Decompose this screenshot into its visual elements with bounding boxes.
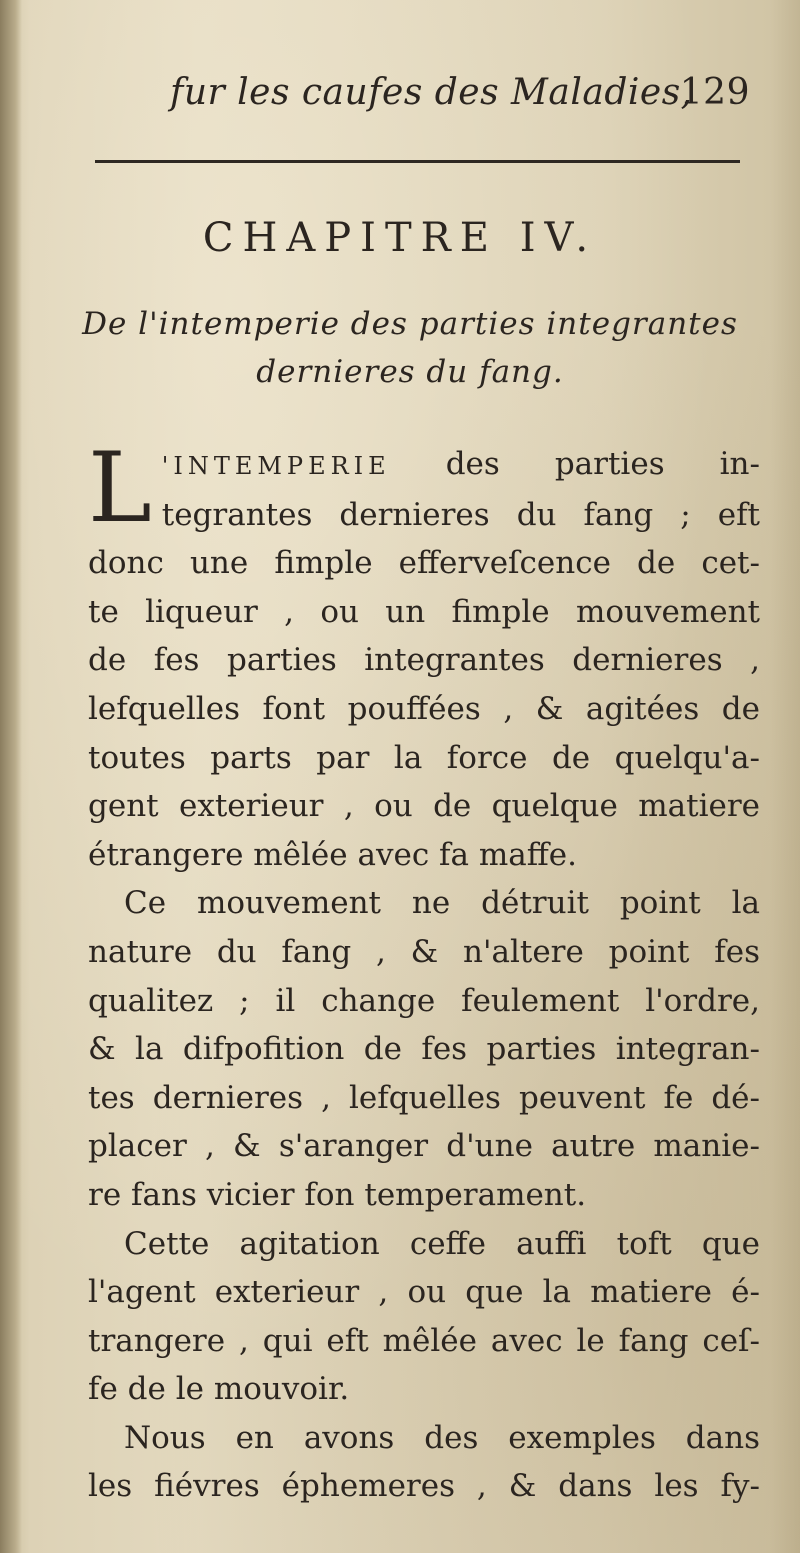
chapter-subtitle [60,300,760,396]
text-line: étrangere mêlée avec fa maffe. [88,836,577,873]
subtitle-line: De l'intemperie des parties integrantes [82,306,738,342]
text-line-rest: des parties in- [445,446,760,482]
text-line: fe de le mouvoir. [88,1371,350,1408]
text-line: tegrantes dernieres du fang ; eft [161,496,760,533]
first-word-smallcaps: 'INTEMPERIE [161,452,391,480]
page-number: 129 [679,72,750,113]
text-line: placer , & s'aranger d'une autre manie- [88,1128,760,1165]
text-line: de fes parties integrantes dernieres , [88,642,760,679]
text-line: Cette agitation ceffe auffi toft que [124,1225,760,1262]
running-title: fur les caufes des Maladies, [170,72,693,113]
text-line: l'agent exterieur , ou que la matiere é- [88,1274,760,1311]
text-line: toutes parts par la force de quelqu'a- [88,739,760,776]
text-line: trangere , qui eft mêlée avec le fang ceſ- [88,1322,760,1359]
text-line: Ce mouvement ne détruit point la [124,885,760,922]
text-line: & la difpofition de fes parties integran- [88,1031,760,1068]
text-line: te liqueur , ou un fimple mouvement [88,593,760,630]
chapter-heading: CHAPITRE IV. [202,215,598,261]
text-line: les fiévres éphemeres , & dans les fy- [88,1468,760,1505]
drop-cap: L [88,432,152,544]
text-line: lefquelles font pouffées , & agitées de [88,690,760,727]
text-line [162,440,760,491]
text-line: nature du fang , & n'altere point fes [88,933,760,970]
body-text [88,432,760,1511]
text-line: Nous en avons des exemples dans [124,1419,760,1456]
running-head [170,72,760,120]
text-line: donc une fimple efferveſcence de cet- [88,545,760,582]
text-line: re fans vicier fon temperament. [88,1176,587,1213]
header-rule [95,160,740,163]
text-line: gent exterieur , ou de quelque matiere [88,788,760,825]
text-line: qualitez ; il change feulement l'ordre, [88,982,760,1019]
text-line: tes dernieres , lefquelles peuvent fe dé- [88,1079,760,1116]
subtitle-line: dernieres du fang. [256,354,564,390]
